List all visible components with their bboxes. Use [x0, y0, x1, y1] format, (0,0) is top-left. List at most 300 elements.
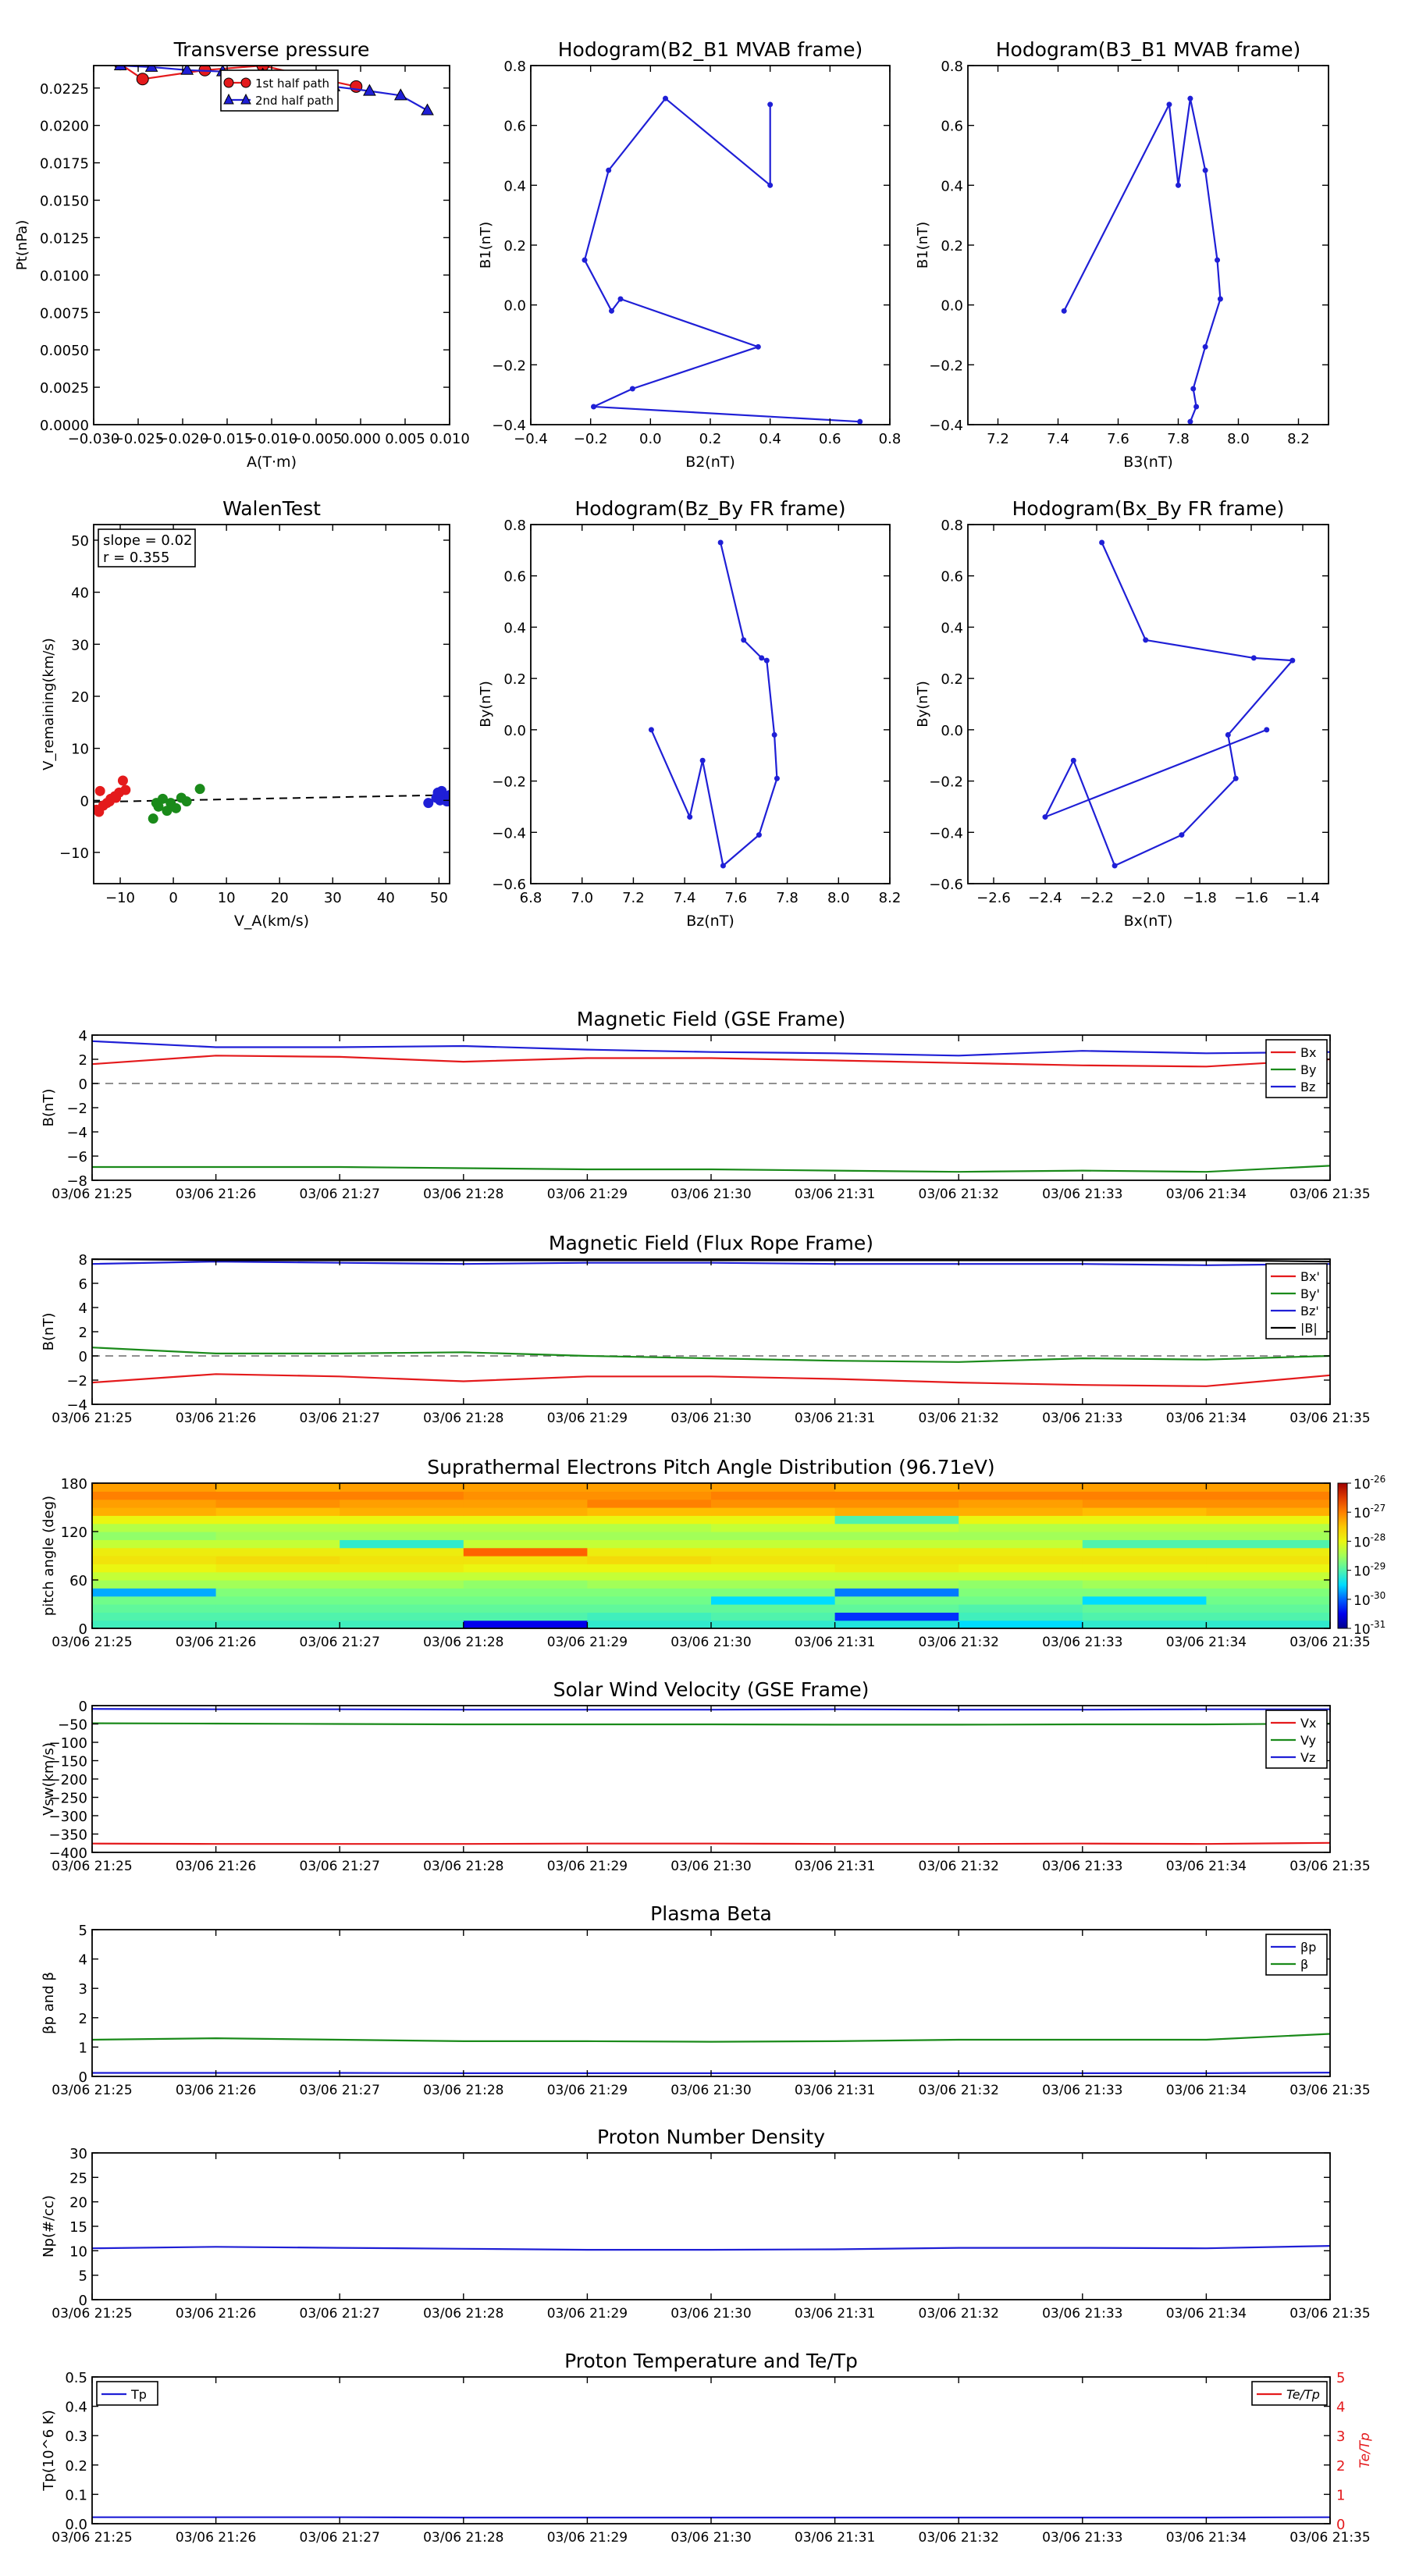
x-tick-label: 03/06 21:35 — [1289, 1859, 1371, 1874]
heatmap-cell — [711, 1621, 835, 1629]
y-tick-label: 0 — [78, 2069, 87, 2086]
legend-marker — [224, 78, 233, 87]
y-tick-label: 0.0000 — [40, 418, 89, 434]
heatmap-cell — [1206, 1515, 1330, 1524]
heatmap-cell — [92, 1483, 216, 1492]
y-tick-label: −10 — [59, 845, 89, 862]
heatmap-cell — [216, 1491, 340, 1500]
legend-label: Bz' — [1300, 1304, 1319, 1318]
x-tick-label: 7.4 — [1047, 431, 1069, 447]
series-marker — [1193, 404, 1199, 410]
heatmap-cell — [340, 1604, 464, 1613]
series-marker — [618, 297, 624, 302]
heatmap-cell — [711, 1572, 835, 1581]
y-tick-label: −0.6 — [929, 877, 963, 893]
heatmap-cell — [1206, 1524, 1330, 1532]
x-tick-label: 03/06 21:25 — [52, 2530, 133, 2546]
x-tick-label: −2.2 — [1080, 890, 1114, 906]
x-tick-label: 50 — [429, 890, 448, 906]
series-marker — [1233, 776, 1239, 781]
heatmap-cell — [216, 1483, 340, 1492]
x-tick-label: −0.030 — [67, 431, 120, 447]
heatmap-cell — [959, 1580, 1083, 1589]
y-axis-label: By(nT) — [915, 681, 931, 728]
heatmap-cell — [1083, 1564, 1207, 1572]
y-tick-label: 0.0225 — [40, 80, 89, 98]
heatmap-cell — [1083, 1539, 1207, 1548]
y-tick-label: 10 — [69, 2243, 87, 2261]
x-tick-label: −10 — [105, 890, 136, 906]
x-tick-label: 40 — [376, 890, 395, 906]
scatter-point — [433, 788, 443, 798]
heatmap-cell — [464, 1556, 588, 1564]
series-marker — [759, 655, 764, 660]
heatmap-cell — [1083, 1483, 1207, 1492]
colorbar-tick-exponent: -31 — [1370, 1619, 1386, 1630]
x-tick-label: 03/06 21:28 — [423, 2530, 504, 2546]
x-tick-label: −0.005 — [290, 431, 343, 447]
legend — [1266, 1040, 1327, 1098]
x-tick-label: 03/06 21:31 — [794, 1635, 876, 1650]
heatmap-cell — [216, 1612, 340, 1621]
y-tick-label: 0.4 — [941, 178, 963, 195]
heatmap-cell — [1083, 1515, 1207, 1524]
y-tick-label: 0.2 — [503, 238, 526, 254]
axes-frame — [92, 1706, 1330, 1852]
heatmap-cell — [1206, 1539, 1330, 1548]
x-tick-label: 03/06 21:26 — [175, 1859, 257, 1874]
heatmap-cell — [1083, 1556, 1207, 1564]
heatmap-cell — [216, 1500, 340, 1508]
x-tick-label: 03/06 21:26 — [175, 2530, 257, 2546]
x-tick-label: 03/06 21:34 — [1165, 1635, 1247, 1650]
legend — [97, 2382, 158, 2405]
x-tick-label: 03/06 21:32 — [918, 1187, 999, 1202]
y-tick-label: 15 — [69, 2219, 87, 2236]
y-tick-label: 0 — [78, 1621, 87, 1638]
x-tick-label: 8.0 — [827, 890, 850, 906]
x-tick-label: 8.2 — [878, 890, 902, 906]
heatmap-cell — [587, 1596, 711, 1605]
legend-label: Vz — [1300, 1750, 1316, 1765]
series-marker — [756, 832, 762, 838]
x-tick-label: 03/06 21:26 — [175, 1187, 257, 1202]
x-tick-label: 30 — [323, 890, 342, 906]
y-tick-label: −0.4 — [929, 825, 963, 842]
series-marker — [609, 308, 614, 314]
heatmap-cell — [92, 1621, 216, 1629]
series-marker — [741, 637, 746, 642]
heatmap-cell — [216, 1604, 340, 1613]
x-tick-label: 03/06 21:32 — [918, 2306, 999, 2322]
x-tick-label: 0.2 — [699, 431, 722, 447]
x-tick-label: 03/06 21:35 — [1289, 2530, 1371, 2546]
x-tick-label: 03/06 21:30 — [670, 1187, 752, 1202]
heatmap-cell — [587, 1621, 711, 1629]
scatter-point — [148, 813, 158, 824]
heatmap-cell — [711, 1483, 835, 1492]
series-line — [92, 1041, 1330, 1056]
series-line — [92, 2034, 1330, 2042]
legend — [1266, 1934, 1327, 1975]
x-tick-label: 03/06 21:29 — [546, 2306, 628, 2322]
y-tick-label: 2 — [78, 1325, 87, 1341]
x-tick-label: 03/06 21:27 — [299, 2530, 380, 2546]
heatmap-cell — [587, 1539, 711, 1548]
series-marker — [764, 658, 770, 664]
y-tick-label: 0.5 — [65, 2370, 87, 2386]
heatmap-cell — [340, 1532, 464, 1540]
x-tick-label: 03/06 21:26 — [175, 2306, 257, 2322]
x-tick-label: 03/06 21:30 — [670, 1859, 752, 1874]
x-tick-label: 0.8 — [878, 431, 902, 447]
x-tick-label: −0.015 — [201, 431, 254, 447]
x-tick-label: 7.2 — [987, 431, 1009, 447]
chart-hodogram-bx-by — [915, 497, 1329, 930]
legend-label: βp — [1300, 1940, 1317, 1955]
heatmap-cell — [835, 1532, 959, 1540]
axes-frame — [92, 2377, 1330, 2524]
y-tick-label: 120 — [60, 1525, 87, 1541]
chart-title: Suprathermal Electrons Pitch Angle Distribution (96.71eV) — [427, 1456, 995, 1478]
series-marker — [756, 344, 761, 350]
heatmap-cell — [587, 1483, 711, 1492]
series-line — [92, 1347, 1330, 1362]
x-tick-label: 7.8 — [1167, 431, 1190, 447]
heatmap-cell — [464, 1507, 588, 1516]
x-tick-label: 03/06 21:34 — [1165, 1859, 1247, 1874]
heatmap-cell — [216, 1588, 340, 1596]
heatmap-cell — [711, 1604, 835, 1613]
chart-title: Proton Number Density — [597, 2126, 825, 2148]
heatmap-cell — [1206, 1556, 1330, 1564]
heatmap-cell — [464, 1580, 588, 1589]
heatmap-cell — [216, 1596, 340, 1605]
y-tick-label: 0.0025 — [40, 380, 89, 397]
chart-proton-density — [41, 2126, 1371, 2322]
heatmap-cell — [216, 1580, 340, 1589]
heatmap-cell — [216, 1548, 340, 1557]
heatmap-cell — [464, 1515, 588, 1524]
heatmap-cell — [959, 1491, 1083, 1500]
x-tick-label: 0.005 — [385, 431, 425, 447]
heatmap-cell — [1083, 1588, 1207, 1596]
heatmap-cell — [92, 1548, 216, 1557]
x-tick-label: 03/06 21:33 — [1042, 1635, 1123, 1650]
x-tick-label: −2.0 — [1131, 890, 1165, 906]
heatmap-cell — [216, 1621, 340, 1629]
colorbar-tick-label — [1353, 1474, 1385, 1493]
y-tick-label: −6 — [66, 1149, 87, 1165]
chart-hodogram-b3-b1 — [915, 38, 1329, 471]
heatmap-cell — [835, 1500, 959, 1508]
series-line — [92, 1165, 1330, 1172]
series-line — [1045, 543, 1293, 866]
x-tick-label: 03/06 21:33 — [1042, 1859, 1123, 1874]
colorbar-tick-base: 10 — [1353, 1622, 1371, 1638]
scatter-point — [195, 784, 205, 794]
series-marker — [857, 419, 863, 425]
x-tick-label: 03/06 21:31 — [794, 2530, 876, 2546]
heatmap-cell — [340, 1483, 464, 1492]
plot-area — [1043, 540, 1296, 869]
y-tick-label: −2 — [66, 1101, 87, 1117]
legend-label: 1st half path — [255, 76, 330, 91]
x-tick-label: 03/06 21:33 — [1042, 1411, 1123, 1426]
x-tick-label: 0.6 — [819, 431, 841, 447]
series-marker — [1062, 308, 1067, 314]
heatmap-cell — [835, 1572, 959, 1581]
y-axis-label: Np(#/cc) — [41, 2195, 57, 2258]
y-tick-label: 40 — [71, 585, 89, 602]
heatmap-cell — [587, 1548, 711, 1557]
heatmap-cell — [340, 1588, 464, 1596]
series-marker — [1071, 758, 1076, 763]
heatmap-cell — [1206, 1588, 1330, 1596]
heatmap-cell — [587, 1588, 711, 1596]
heatmap-cell — [1083, 1596, 1207, 1605]
heatmap-cell — [1206, 1572, 1330, 1581]
y-tick-label: 0 — [78, 1349, 87, 1365]
plot-area — [649, 540, 780, 869]
x-tick-label: 03/06 21:27 — [299, 1635, 380, 1650]
plot-area — [1062, 96, 1223, 425]
y-tick-label: 0.0100 — [40, 268, 89, 285]
heatmap-cell — [216, 1539, 340, 1548]
heatmap-cell — [1206, 1621, 1330, 1629]
y-tick-label: 30 — [69, 2146, 87, 2162]
legend-label: Bx — [1300, 1045, 1317, 1060]
series-marker — [1143, 637, 1148, 642]
legend-label: Bx' — [1300, 1269, 1320, 1284]
x-tick-label: 03/06 21:28 — [423, 1635, 504, 1650]
y-tick-label: 0.0 — [941, 722, 963, 739]
y-tick-label: −0.4 — [492, 418, 526, 434]
series-marker — [767, 183, 773, 188]
chart-title: Hodogram(B2_B1 MVAB frame) — [557, 38, 863, 61]
series-line — [92, 1374, 1330, 1386]
heatmap-cell — [464, 1604, 588, 1613]
heatmap-cell — [959, 1500, 1083, 1508]
series-marker — [718, 540, 724, 546]
x-tick-label: 03/06 21:34 — [1165, 1411, 1247, 1426]
heatmap-cell — [340, 1491, 464, 1500]
x-tick-label: 03/06 21:31 — [794, 2083, 876, 2098]
y-tick-label: 0.0 — [503, 722, 526, 739]
heatmap-cell — [464, 1500, 588, 1508]
series-line — [92, 1724, 1330, 1725]
heatmap-cell — [711, 1507, 835, 1516]
legend — [1266, 1710, 1327, 1768]
series-marker — [1215, 258, 1220, 263]
heatmap-cell — [340, 1621, 464, 1629]
series-line — [1064, 98, 1220, 422]
x-tick-label: 03/06 21:34 — [1165, 2083, 1247, 2098]
series-marker — [422, 105, 433, 116]
axes-frame — [968, 525, 1329, 884]
x-tick-label: 03/06 21:26 — [175, 1411, 257, 1426]
colorbar-tick-exponent: -27 — [1370, 1503, 1386, 1514]
legend-marker — [241, 78, 251, 87]
series-marker — [582, 258, 588, 263]
x-tick-label: 03/06 21:33 — [1042, 2306, 1123, 2322]
heatmap-cell — [464, 1564, 588, 1572]
heatmap-cell — [1206, 1564, 1330, 1572]
x-tick-label: 03/06 21:25 — [52, 1859, 133, 1874]
colorbar-tick-exponent: -26 — [1370, 1474, 1386, 1485]
colorbar-tick-base: 10 — [1353, 1564, 1371, 1580]
y-tick-label: −0.4 — [492, 825, 526, 842]
heatmap-cell — [216, 1564, 340, 1572]
y-tick-label: −8 — [66, 1173, 87, 1190]
series-marker — [1203, 168, 1208, 173]
chart-hodogram-bz-by — [478, 497, 901, 930]
heatmap-cell — [1083, 1604, 1207, 1613]
heatmap-cell — [92, 1539, 216, 1548]
plot-area — [92, 2246, 1330, 2250]
colorbar-tick-base: 10 — [1353, 1477, 1371, 1493]
heatmap-cell — [92, 1556, 216, 1564]
colorbar-tick-exponent: -29 — [1370, 1560, 1386, 1572]
legend — [1252, 2382, 1327, 2405]
y-tick-label: 0.0050 — [40, 343, 89, 360]
heatmap-cell — [464, 1572, 588, 1581]
series-marker — [606, 168, 611, 173]
y-tick-label: 1 — [78, 2040, 87, 2057]
x-tick-label: 03/06 21:34 — [1165, 1187, 1247, 1202]
colorbar-tick-base: 10 — [1353, 1592, 1371, 1609]
y-tick-label: 0.0125 — [40, 230, 89, 247]
heatmap-cell — [835, 1507, 959, 1516]
x-tick-label: 03/06 21:32 — [918, 1411, 999, 1426]
axes-frame — [92, 1930, 1330, 2076]
heatmap-cell — [464, 1524, 588, 1532]
x-tick-label: 03/06 21:33 — [1042, 2530, 1123, 2546]
scatter-point — [171, 803, 181, 813]
series-marker — [1218, 297, 1223, 302]
heatmap-cell — [216, 1515, 340, 1524]
heatmap-cell — [92, 1612, 216, 1621]
colorbar — [1338, 1483, 1347, 1628]
y-tick-label: 4 — [78, 1952, 87, 1969]
heatmap-cell — [1206, 1532, 1330, 1540]
y-tick-label: −0.2 — [492, 774, 526, 791]
chart-title: Hodogram(Bx_By FR frame) — [1012, 497, 1285, 520]
legend — [221, 70, 338, 111]
y-tick-label: 4 — [78, 1028, 87, 1044]
heatmap-cell — [835, 1588, 959, 1596]
heatmap-cell — [92, 1500, 216, 1508]
heatmap-cell — [1206, 1548, 1330, 1557]
series-marker — [1187, 96, 1193, 101]
x-tick-label: 03/06 21:33 — [1042, 1187, 1123, 1202]
y-tick-label: −4 — [66, 1397, 87, 1414]
x-tick-label: 03/06 21:31 — [794, 2306, 876, 2322]
x-tick-label: 03/06 21:29 — [546, 2083, 628, 2098]
legend-label: By — [1300, 1062, 1317, 1077]
heatmap-cell — [711, 1588, 835, 1596]
chart-walen-test — [41, 497, 455, 930]
series-marker — [700, 758, 706, 763]
heatmap-cell — [340, 1500, 464, 1508]
heatmap-cell — [835, 1491, 959, 1500]
y-tick-label: −0.6 — [492, 877, 526, 893]
heatmap-cell — [587, 1556, 711, 1564]
y-tick-label: 0.0175 — [40, 155, 89, 173]
x-tick-label: 03/06 21:29 — [546, 1635, 628, 1650]
heatmap-cell — [711, 1532, 835, 1540]
y-tick-label: −150 — [48, 1753, 87, 1770]
y-tick-label: −300 — [48, 1809, 87, 1825]
chart-magnetic-field-gse — [41, 1008, 1371, 1202]
y-tick-label: −250 — [48, 1790, 87, 1807]
y-tick-label: 0.8 — [503, 59, 526, 75]
y-tick-label: 0.4 — [941, 620, 963, 637]
heatmap-cell — [587, 1500, 711, 1508]
x-tick-label: 03/06 21:35 — [1289, 2083, 1371, 2098]
heatmap-cell — [711, 1556, 835, 1564]
y-tick-label: −2 — [66, 1373, 87, 1389]
y-tick-label: 0 — [78, 1076, 87, 1093]
x-tick-label: 03/06 21:33 — [1042, 2083, 1123, 2098]
y-tick-label: 0.2 — [941, 238, 963, 254]
x-tick-label: 03/06 21:25 — [52, 2083, 133, 2098]
x-tick-label: 0.0 — [639, 431, 662, 447]
heatmap-cell — [92, 1564, 216, 1572]
y-tick-label: 0.0150 — [40, 193, 89, 210]
plot-area — [92, 1041, 1330, 1172]
heatmap-cell — [92, 1532, 216, 1540]
x-tick-label: −0.020 — [156, 431, 209, 447]
x-tick-label: 03/06 21:35 — [1289, 2306, 1371, 2322]
series-marker — [720, 863, 726, 869]
heatmap-cell — [92, 1588, 216, 1596]
heatmap-cell — [92, 1524, 216, 1532]
plot-area — [91, 776, 455, 824]
heatmap-cell — [587, 1491, 711, 1500]
heatmap-cell — [464, 1621, 588, 1629]
x-tick-label: 03/06 21:32 — [918, 2530, 999, 2546]
x-tick-label: 7.8 — [776, 890, 799, 906]
y-tick-label: 0.0 — [65, 2517, 87, 2533]
series-marker — [1176, 183, 1181, 188]
fit-line — [94, 795, 450, 802]
series-marker — [1190, 386, 1196, 392]
series-marker — [1251, 655, 1257, 660]
heatmap-cell — [92, 1507, 216, 1516]
y-tick-label: −4 — [66, 1125, 87, 1141]
y-tick-label: 0.4 — [65, 2399, 87, 2416]
y-tick-label: 0.6 — [941, 568, 963, 585]
heatmap-cell — [959, 1621, 1083, 1629]
heatmap-cell — [92, 1515, 216, 1524]
axes-frame — [968, 66, 1329, 425]
series-marker — [1179, 832, 1184, 838]
heatmap-cell — [464, 1539, 588, 1548]
heatmap-cell — [1083, 1507, 1207, 1516]
series-marker — [137, 73, 148, 85]
colorbar-tick-label — [1353, 1532, 1385, 1550]
scatter-point — [120, 785, 130, 795]
heatmap-cell — [92, 1596, 216, 1605]
y-axis-label: Pt(nPa) — [14, 219, 30, 271]
x-tick-label: 03/06 21:35 — [1289, 1187, 1371, 1202]
x-tick-label: 10 — [217, 890, 236, 906]
heatmap-cell — [1083, 1621, 1207, 1629]
heatmap-cell — [835, 1548, 959, 1557]
axes-frame — [531, 66, 890, 425]
heatmap-cell — [959, 1524, 1083, 1532]
